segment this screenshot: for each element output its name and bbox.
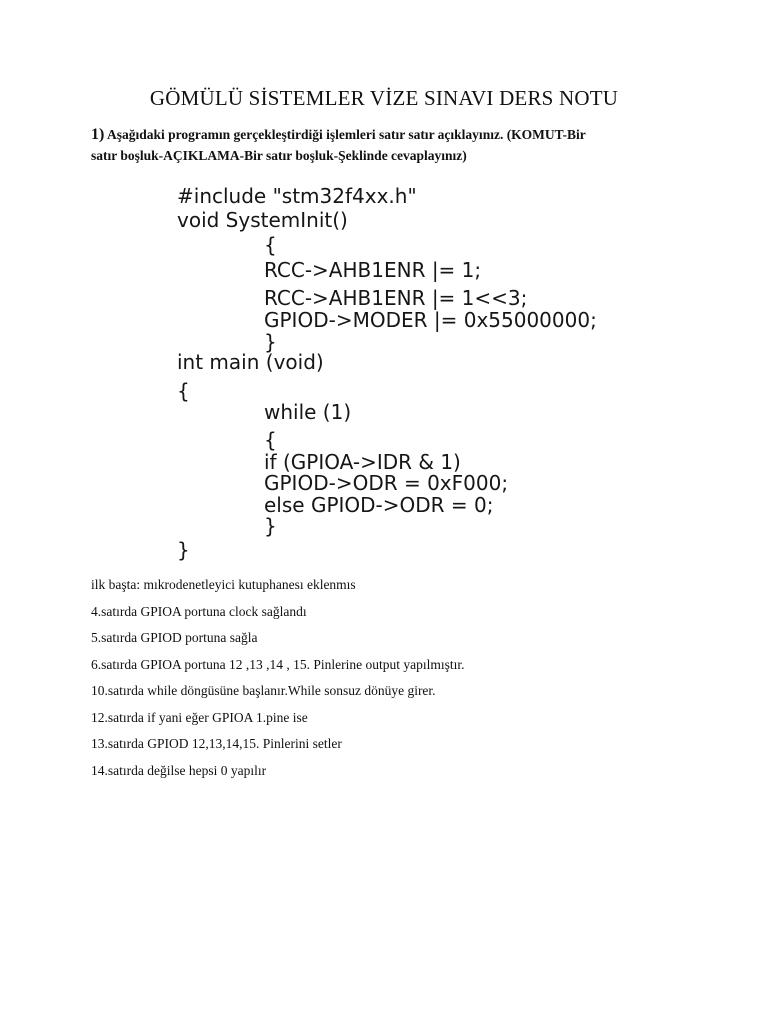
code-line: #include "stm32f4xx.h" xyxy=(177,184,417,208)
question-block xyxy=(91,124,711,166)
code-line: } xyxy=(264,330,277,354)
code-line: if (GPIOA->IDR & 1) xyxy=(264,450,461,474)
code-line: } xyxy=(177,538,190,562)
answer-line: 6.satırda GPIOA portuna 12 ,13 ,14 , 15. Pinlerine output yapılmıştır. xyxy=(91,656,465,672)
question-text-line-1: Aşağıdaki programın gerçekleştirdiği işlemleri satır satır açıklayınız. (KOMUT-Bir xyxy=(106,127,586,142)
code-line: } xyxy=(264,514,277,538)
code-line: else GPIOD->ODR = 0; xyxy=(264,493,494,517)
answer-list xyxy=(91,575,711,787)
code-line: { xyxy=(177,379,190,403)
code-line: void SystemInit() xyxy=(177,208,348,232)
answer-line: ilk başta: mıkrodenetleyici kutuphanesı eklenmıs xyxy=(91,577,356,592)
answer-line: 12.satırda if yani eğer GPIOA 1.pine ise xyxy=(91,709,308,725)
answer-line: 14.satırda değilse hepsi 0 yapılır xyxy=(91,762,267,778)
answer-line: 13.satırda GPIOD 12,13,14,15. Pinlerini setler xyxy=(91,736,342,751)
code-line: GPIOD->ODR = 0xF000; xyxy=(264,471,509,495)
question-text-line-2: satır boşluk-AÇIKLAMA-Bir satır boşluk-Şeklinde cevaplayınız) xyxy=(91,148,467,163)
code-line: RCC->AHB1ENR |= 1; xyxy=(264,258,482,282)
code-line: { xyxy=(264,233,277,257)
question-number: 1) xyxy=(91,126,105,143)
code-line: { xyxy=(264,428,277,452)
answer-line: 5.satırda GPIOD portuna sağla xyxy=(91,630,258,645)
code-line: GPIOD->MODER |= 0x55000000; xyxy=(264,308,597,332)
answer-line: 4.satırda GPIOA portuna clock sağlandı xyxy=(91,603,307,619)
answer-line: 10.satırda while döngüsüne başlanır.While sonsuz dönüye girer. xyxy=(91,683,436,698)
code-line: RCC->AHB1ENR |= 1<<3; xyxy=(264,286,528,310)
document-title: GÖMÜLÜ SİSTEMLER VİZE SINAVI DERS NOTU xyxy=(149,86,619,110)
code-line: int main (void) xyxy=(177,350,324,374)
code-line: while (1) xyxy=(264,400,352,424)
